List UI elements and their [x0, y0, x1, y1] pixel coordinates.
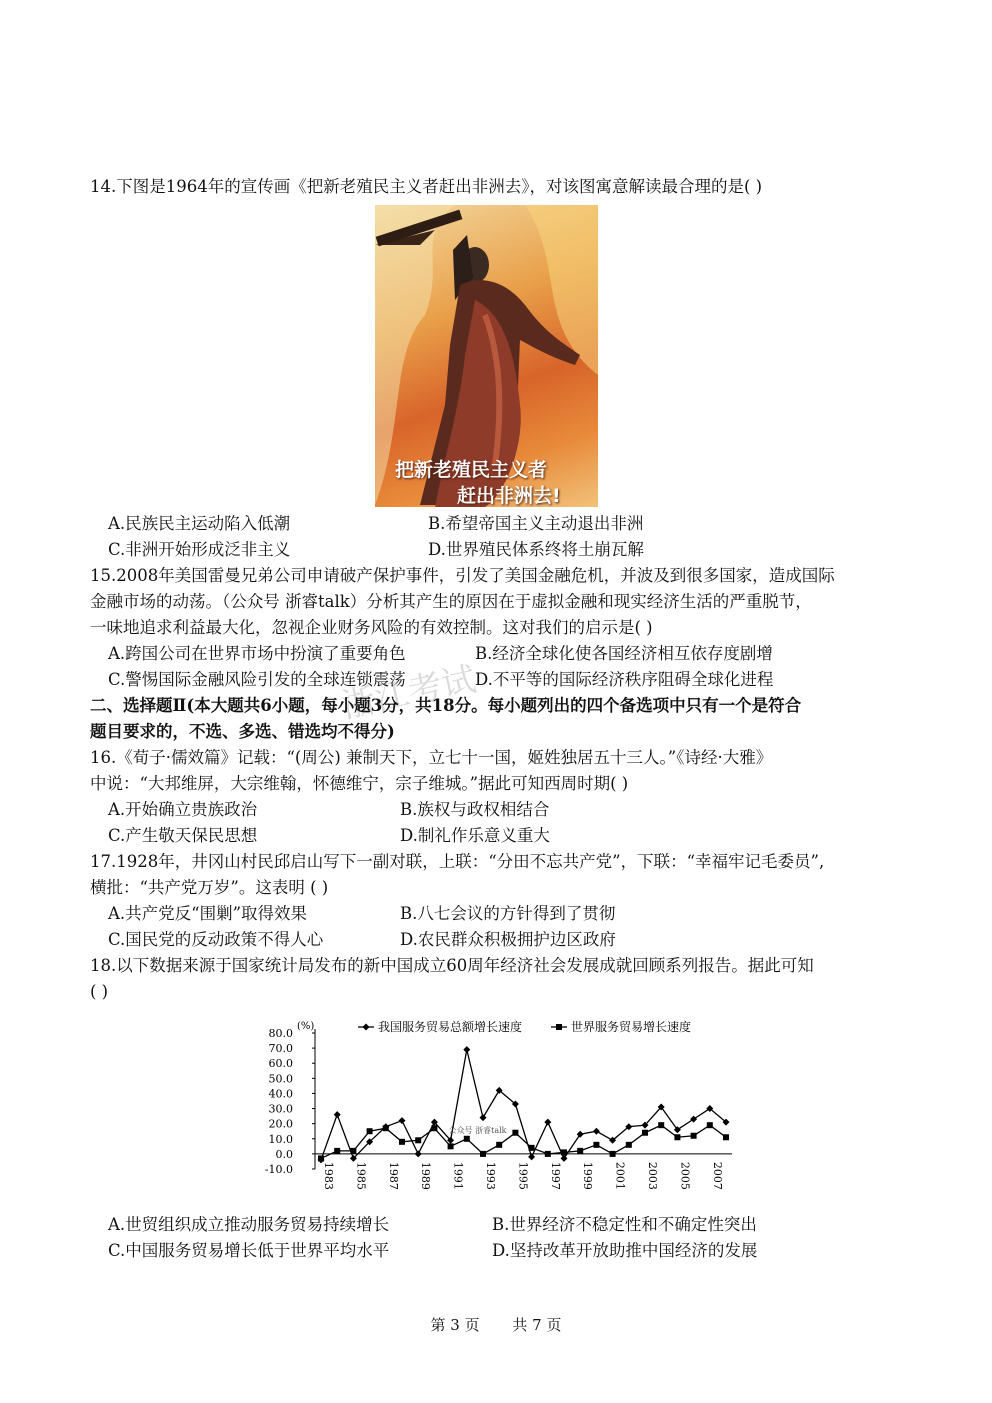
- series-1-point: [593, 1128, 600, 1135]
- q17-line-1: 17.1928年，井冈山村民邱启山写下一副对联，上联：“分田不忘共产党”，下联：“幸福牢记毛委员”,: [90, 852, 825, 871]
- x-tick-label: 1989: [419, 1161, 433, 1190]
- y-tick-label: 70.0: [268, 1042, 293, 1056]
- series-2-point: [610, 1151, 616, 1157]
- x-tick-label: 1987: [386, 1161, 400, 1190]
- series-2-point: [707, 1122, 713, 1128]
- legend-label-2: 世界服务贸易增长速度: [571, 1020, 692, 1034]
- series-2-point: [367, 1128, 373, 1134]
- page-total: 共 7 页: [512, 1316, 562, 1334]
- q15-line-1: 15.2008年美国雷曼兄弟公司申请破产保护事件，引发了美国金融危机，并波及到很多国家，造成国际: [90, 566, 835, 585]
- legend-marker-2: [556, 1024, 562, 1030]
- q18-line-2: ( ): [90, 982, 109, 1001]
- q15-line-2: 金融市场的动荡。（公众号 浙睿talk）分析其产生的原因在于虚拟金融和现实经济生活的严重脱节，: [90, 592, 812, 611]
- series-2-point: [448, 1143, 454, 1149]
- y-unit-label: (%): [297, 1021, 315, 1032]
- x-tick-label: 2003: [646, 1161, 659, 1190]
- page-number: 第 3 页: [430, 1316, 480, 1334]
- poster-caption-line2: 赶出非洲去!: [457, 485, 561, 507]
- x-tick-label: 1997: [548, 1161, 562, 1190]
- series-2-point: [593, 1142, 599, 1148]
- series-2-point: [480, 1151, 486, 1157]
- q18-option-a: A.世贸组织成立推动服务贸易持续增长: [108, 1215, 390, 1234]
- x-tick-label: 1991: [451, 1161, 465, 1190]
- series-1-point: [544, 1119, 551, 1126]
- q18-option-c: C.中国服务贸易增长低于世界平均水平: [108, 1241, 390, 1260]
- q16-option-b: B.族权与政权相结合: [400, 800, 550, 819]
- q15-line-3: 一味地追求利益最大化，忽视企业财务风险的有效控制。这对我们的启示是( ): [90, 618, 653, 637]
- series-2-point: [642, 1130, 648, 1136]
- section-2-heading-line-1: 二、选择题Ⅱ(本大题共6小题，每小题3分，共18分。每小题列出的四个备选项中只有一个是符合: [90, 696, 802, 715]
- q14-option-d: D.世界殖民体系终将土崩瓦解: [428, 540, 644, 559]
- series-2-point: [334, 1148, 340, 1154]
- chart-annotation: 公众号 浙睿talk: [448, 1125, 507, 1135]
- series-2-point: [658, 1122, 664, 1128]
- series-2-point: [496, 1142, 502, 1148]
- series-1-point: [528, 1153, 535, 1160]
- series-2-point: [415, 1137, 421, 1143]
- x-tick-label: 1985: [354, 1161, 368, 1190]
- watermark: 浙江考试: [338, 659, 480, 727]
- q14-stem: 14.下图是1964年的宣传画《把新老殖民主义者赶出非洲去》，对该图寓意解读最合理的是( ): [90, 177, 763, 196]
- y-tick-label: 20.0: [268, 1117, 293, 1131]
- q16-option-a: A.开始确立贵族政治: [108, 800, 258, 819]
- series-line-1: [321, 1050, 726, 1160]
- series-1-point: [399, 1117, 406, 1124]
- q15-option-d: D.不平等的国际经济秩序阻碍全球化进程: [475, 670, 774, 689]
- growth-rate-line-chart: [262, 1015, 742, 1200]
- series-1-point: [577, 1131, 584, 1138]
- series-1-point: [463, 1046, 470, 1053]
- q14-option-b: B.希望帝国主义主动退出非洲: [428, 514, 644, 533]
- series-2-point: [674, 1134, 680, 1140]
- x-tick-label: 2007: [710, 1161, 724, 1190]
- y-tick-label: 0.0: [275, 1147, 293, 1161]
- section-2-heading-line-2: 题目要求的，不选、多选、错选均不得分): [90, 722, 395, 741]
- q17-option-c: C.国民党的反动政策不得人心: [108, 930, 324, 949]
- series-2-point: [529, 1145, 535, 1151]
- series-2-point: [383, 1125, 389, 1131]
- series-2-point: [691, 1133, 697, 1139]
- y-tick-label: 80.0: [268, 1027, 293, 1040]
- q15-option-a: A.跨国公司在世界市场中扮演了重要角色: [108, 644, 406, 663]
- q15-option-c: C.警惕国际金融风险引发的全球连锁震荡: [108, 670, 406, 689]
- q17-option-b: B.八七会议的方针得到了贯彻: [400, 904, 616, 923]
- q17-option-a: A.共产党反“围剿”取得效果: [108, 904, 308, 923]
- series-2-point: [723, 1134, 729, 1140]
- q16-line-1: 16.《荀子·儒效篇》记载：“(周公) 兼制天下，立七十一国，姬姓独居五十三人。”《诗经·大雅》: [90, 748, 773, 767]
- q18-option-b: B.世界经济不稳定性和不确定性突出: [492, 1215, 757, 1234]
- series-2-point: [577, 1148, 583, 1154]
- legend-marker-1: [363, 1024, 370, 1031]
- series-2-point: [350, 1148, 356, 1154]
- series-1-point: [415, 1150, 422, 1157]
- q16-line-2: 中说：“大邦维屏，大宗维翰，怀德维宁，宗子维城。”据此可知西周时期( ): [90, 774, 629, 793]
- q17-line-2: 横批：“共产党万岁”。这表明 ( ): [90, 878, 329, 897]
- x-tick-label: 2001: [613, 1161, 627, 1190]
- series-2-point: [545, 1151, 551, 1157]
- series-2-point: [318, 1155, 324, 1161]
- propaganda-poster-image: [375, 205, 598, 507]
- poster-caption-line1: 把新老殖民主义者: [395, 459, 548, 481]
- series-2-point: [626, 1142, 632, 1148]
- series-2-point: [561, 1149, 567, 1155]
- q16-option-d: D.制礼作乐意义重大: [400, 826, 550, 845]
- series-2-point: [431, 1125, 437, 1131]
- page-footer: [0, 1314, 992, 1335]
- series-1-point: [561, 1155, 568, 1162]
- y-tick-label: 30.0: [268, 1102, 293, 1116]
- series-1-point: [480, 1114, 487, 1121]
- series-2-point: [399, 1139, 405, 1145]
- q14-option-a: A.民族民主运动陷入低潮: [108, 514, 291, 533]
- series-1-point: [690, 1116, 697, 1123]
- legend-label-1: 我国服务贸易总额增长速度: [378, 1020, 523, 1034]
- series-2-point: [512, 1130, 518, 1136]
- x-tick-label: 2005: [678, 1161, 692, 1190]
- series-1-point: [334, 1111, 341, 1118]
- q18-option-d: D.坚持改革开放助推中国经济的发展: [492, 1241, 758, 1260]
- x-tick-label: 1993: [484, 1161, 497, 1190]
- y-tick-label: 40.0: [268, 1087, 293, 1101]
- y-tick-label: -10.0: [264, 1163, 293, 1176]
- series-2-point: [464, 1136, 470, 1142]
- y-tick-label: 50.0: [268, 1072, 293, 1086]
- x-tick-label: 1999: [581, 1161, 595, 1190]
- x-tick-label: 1983: [322, 1161, 335, 1190]
- q16-option-c: C.产生敬天保民思想: [108, 826, 258, 845]
- q17-option-d: D.农民群众积极拥护边区政府: [400, 930, 616, 949]
- q18-line-1: 18.以下数据来源于国家统计局发布的新中国成立60周年经济社会发展成就回顾系列报告。据此可知: [90, 956, 814, 975]
- q15-option-b: B.经济全球化使各国经济相互依存度剧增: [475, 644, 773, 663]
- x-tick-label: 1995: [516, 1161, 530, 1190]
- q14-option-c: C.非洲开始形成泛非主义: [108, 540, 291, 559]
- y-tick-label: 10.0: [268, 1132, 293, 1146]
- y-tick-label: 60.0: [268, 1057, 293, 1071]
